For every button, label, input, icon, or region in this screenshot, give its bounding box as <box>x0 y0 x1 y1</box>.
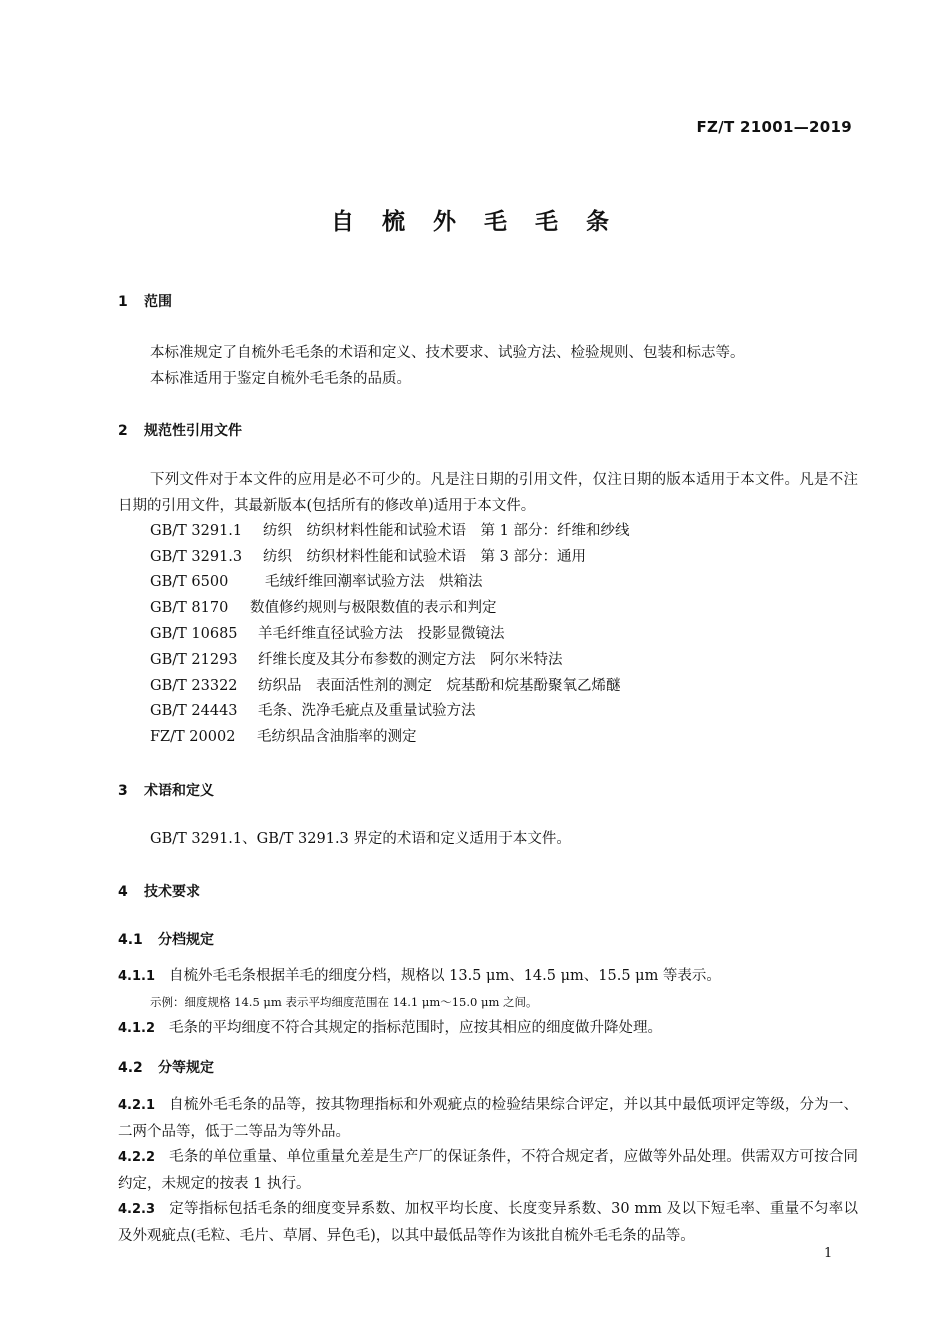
reference-code: GB/T 3291.3 <box>150 549 243 565</box>
section-4-heading <box>118 881 200 901</box>
section-1-heading <box>118 291 172 311</box>
reference-code: GB/T 21293 <box>150 652 238 668</box>
reference-item <box>150 519 629 544</box>
clause-text: 毛条的平均细度不符合其规定的指标范围时，应按其相应的细度做升降处理。 <box>169 1020 663 1036</box>
reference-item <box>150 570 483 595</box>
reference-code: GB/T 24443 <box>150 703 238 719</box>
paragraph: 下列文件对于本文件的应用是必不可少的。凡是注日期的引用文件，仅注日期的版本适用于本文件。凡是不注日期的引用文件，其最新版本(包括所有的修改单)适用于本文件。 <box>118 472 858 514</box>
subsection-title: 分档规定 <box>158 932 214 948</box>
reference-code: GB/T 23322 <box>150 678 238 694</box>
clause-number: 4.1.1 <box>118 969 156 984</box>
section-title: 范围 <box>144 294 172 310</box>
reference-code: FZ/T 20002 <box>150 729 236 745</box>
reference-title: 羊毛纤维直径试验方法 投影显微镜法 <box>258 626 505 642</box>
clause-text: 自梳外毛毛条根据羊毛的细度分档，规格以 13.5 μm、14.5 μm、15.5 μm 等表示。 <box>169 968 721 984</box>
example-note: 示例：细度规格 14.5 μm 表示平均细度范围在 14.1 μm～15.0 μm 之间。 <box>150 995 538 1009</box>
standard-code: FZ/T 21001—2019 <box>696 118 852 136</box>
reference-item <box>150 596 497 621</box>
subsection-4-1-heading <box>118 929 214 949</box>
reference-title: 纤维长度及其分布参数的测定方法 阿尔米特法 <box>258 652 563 668</box>
section-number: 2 <box>118 423 128 439</box>
paragraph: GB/T 3291.1、GB/T 3291.3 界定的术语和定义适用于本文件。 <box>150 831 571 847</box>
section-number: 3 <box>118 783 128 799</box>
section-title: 技术要求 <box>144 884 200 900</box>
reference-item <box>150 725 417 750</box>
clause-text: 定等指标包括毛条的细度变异系数、加权平均长度、长度变异系数、30 mm 及以下短毛率、重量不匀率以及外观疵点(毛粒、毛片、草屑、异色毛)，以其中最低品等作为该批自梳外毛毛条的品等。 <box>118 1201 858 1244</box>
clause-4-1-1 <box>118 964 721 985</box>
subsection-number: 4.2 <box>118 1060 143 1076</box>
clause-4-1-2 <box>118 1016 662 1037</box>
reference-title: 毛绒纤维回潮率试验方法 烘箱法 <box>265 574 483 590</box>
reference-item <box>150 674 621 699</box>
reference-title: 纺织 纺织材料性能和试验术语 第 1 部分：纤维和纱线 <box>263 523 630 539</box>
reference-title: 毛纺织品含油脂率的测定 <box>257 729 417 745</box>
page-number: 1 <box>824 1246 833 1261</box>
paragraph: 本标准适用于鉴定自梳外毛毛条的品质。 <box>150 371 411 387</box>
reference-item <box>150 622 505 647</box>
section-title: 术语和定义 <box>144 783 214 799</box>
reference-item <box>150 648 563 673</box>
clause-4-2-3 <box>118 1196 858 1249</box>
clause-text: 自梳外毛毛条的品等，按其物理指标和外观疵点的检验结果综合评定，并以其中最低项评定等级，分为一、二两个品等，低于二等品为等外品。 <box>118 1097 858 1140</box>
reference-title: 纺织品 表面活性剂的测定 烷基酚和烷基酚聚氧乙烯醚 <box>258 678 621 694</box>
reference-item <box>150 699 476 724</box>
clause-number: 4.2.3 <box>118 1202 156 1217</box>
reference-code: GB/T 3291.1 <box>150 523 243 539</box>
reference-code: GB/T 10685 <box>150 626 238 642</box>
clause-number: 4.2.1 <box>118 1098 156 1113</box>
section-number: 1 <box>118 294 128 310</box>
subsection-title: 分等规定 <box>158 1060 214 1076</box>
reference-code: GB/T 8170 <box>150 600 229 616</box>
clause-text: 毛条的单位重量、单位重量允差是生产厂的保证条件，不符合规定者，应做等外品处理。供需双方可按合同约定，未规定的按表 1 执行。 <box>118 1149 858 1192</box>
document-title: 自 梳 外 毛 毛 条 <box>330 209 620 235</box>
reference-title: 纺织 纺织材料性能和试验术语 第 3 部分：通用 <box>263 549 586 565</box>
paragraph: 本标准规定了自梳外毛毛条的术语和定义、技术要求、试验方法、检验规则、包装和标志等。 <box>150 345 745 361</box>
section-2-heading <box>118 420 242 440</box>
clause-number: 4.2.2 <box>118 1150 156 1165</box>
section-3-heading <box>118 780 214 800</box>
reference-title: 毛条、洗净毛疵点及重量试验方法 <box>258 703 476 719</box>
reference-title: 数值修约规则与极限数值的表示和判定 <box>250 600 497 616</box>
clause-4-2-1 <box>118 1092 858 1145</box>
section-number: 4 <box>118 884 128 900</box>
reference-item <box>150 545 586 570</box>
clause-4-2-2 <box>118 1144 858 1197</box>
subsection-number: 4.1 <box>118 932 143 948</box>
clause-number: 4.1.2 <box>118 1021 156 1036</box>
subsection-4-2-heading <box>118 1057 214 1077</box>
section-title: 规范性引用文件 <box>144 423 242 439</box>
reference-code: GB/T 6500 <box>150 574 229 590</box>
